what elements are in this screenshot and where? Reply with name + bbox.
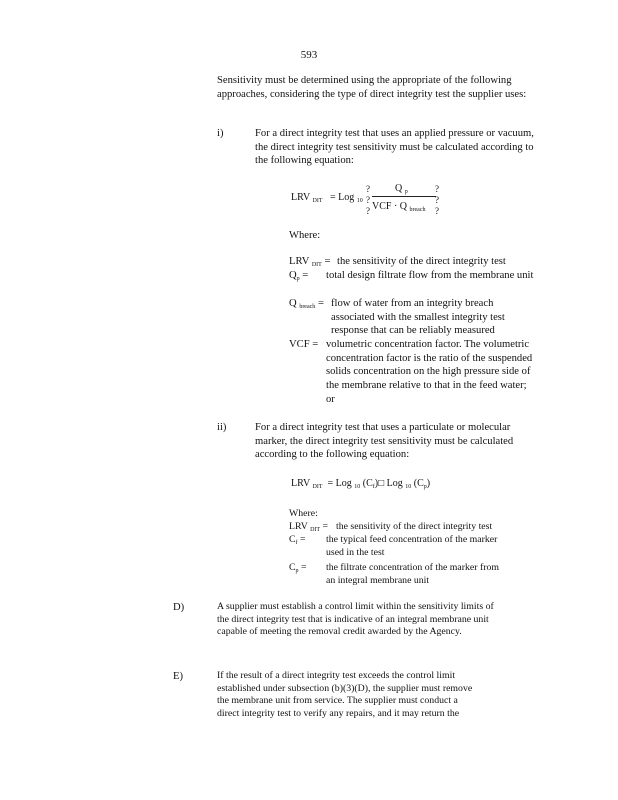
def-text-cp: the filtrate concentration of the marker from an integral membrane unit (326, 562, 500, 586)
def-term-lrv-ii: LRV $_{DIT}$ = (289, 521, 329, 533)
fraction-bar (372, 196, 436, 197)
def-term-cp: $C_p$ = (289, 562, 307, 574)
equation-log: = Log $_{10}$ (330, 192, 363, 204)
item-ii-marker: ii) (217, 422, 227, 433)
def-term-qbreach: Q $_{breach}$ = (289, 298, 324, 310)
def-term-vcf: VCF = (289, 339, 319, 350)
bracket-mid-right: ? (435, 195, 439, 205)
equation-lhs: LRV $_{DIT}$ (291, 192, 323, 204)
item-e-text: If the result of a direct integrity test exceeds the control limit established under subsection (b)(3)(D), the supplier must remove the membrane unit from service. The supplier must conduct a direct integrity test to verify any repairs, and it may return the (217, 670, 473, 719)
item-i-text: For a direct integrity test that uses an applied pressure or vacuum, the direct integrity test sensitivity must be calculated according to the following equation: (255, 128, 534, 167)
def-text-lrv-ii: the sensitivity of the direct integrity test (336, 521, 493, 532)
bracket-mid-left: ? (366, 195, 370, 205)
def-term-cf: $C_f$ = (289, 534, 306, 546)
item-d-marker: D) (173, 602, 185, 613)
equation-numerator: Q $_p$ (395, 183, 408, 195)
def-term-lrv: LRV $_{DIT}$ = (289, 256, 331, 268)
def-text-lrv: the sensitivity of the direct integrity test (337, 256, 506, 267)
def-text-qp: total design filtrate flow from the membrane unit (326, 270, 534, 281)
where-label-ii: Where: (289, 508, 318, 519)
def-term-qp: $Q_p$ = (289, 270, 309, 282)
bracket-bottom-left: ? (366, 206, 370, 216)
item-ii-text: For a direct integrity test that uses a particulate or molecular marker, the direct integrity test sensitivity must be calculated according to the following equation: (255, 422, 514, 461)
page-number: 593 (300, 49, 318, 61)
item-d-text: A supplier must establish a control limit within the sensitivity limits of the direct integrity test that is indicative of an integral membrane unit capable of meeting the removal credit awarded by the Agency. (217, 601, 494, 638)
bracket-top-left: ? (366, 184, 370, 194)
item-i-marker: i) (217, 128, 224, 139)
intro-paragraph: Sensitivity must be determined using the appropriate of the following approaches, considering the type of direct integrity test the supplier uses: (217, 75, 527, 100)
def-text-cf: the typical feed concentration of the marker used in the test (326, 534, 498, 558)
equation-denominator: VCF · Q $_{breach}$ (372, 201, 426, 213)
def-text-qbreach: flow of water from an integrity breach associated with the smallest integrity test response that can be reliably measured (331, 298, 505, 337)
where-label-i: Where: (289, 230, 321, 241)
bracket-bottom-right: ? (435, 206, 439, 216)
equation-marker: LRV $_{DIT}$ = Log $_{10}$ $(C_f)□$ Log $_{10}$ $(C_p)$ (291, 478, 431, 490)
bracket-top-right: ? (435, 184, 439, 194)
def-text-vcf: volumetric concentration factor. The volumetric concentration factor is the ratio of the suspended solids concentration on the high pressure side of the membrane relative to that in the feed water; or (326, 339, 533, 405)
item-e-marker: E) (173, 671, 183, 682)
